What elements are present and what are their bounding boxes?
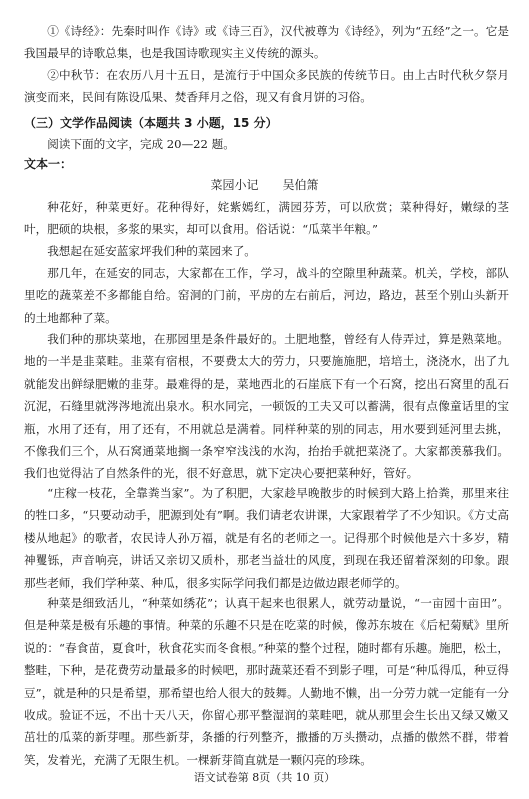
paragraph-5: “庄稼一枝花，全靠粪当家”。为了积肥，大家趁早晚散步的时候到大路上拾粪，那里来往的牲口多，“只要动动手，肥源到处有”啊。我们请老农讲课，大家跟着学了不少知识。《方丈高楼从地起》的歌者，农民诗人孙万福，就是有名的老师之一。记得那个时候他是六十多岁，精神矍铄，声音响亮，讲话又亲切又质朴，那老当益壮的风度，到现在我还留着深刻的印象。跟那些老师，我们学种菜、种瓜，很多实际学问我们都是边做边跟老师学的。 xyxy=(24,486,509,590)
article-author: 吴伯箫 xyxy=(282,178,319,192)
paragraph-6: 种菜是细致活儿，“种菜如绣花”；认真干起来也很累人，就劳动量说，“一亩园十亩田”。但是种菜是极有乐趣的事情。种菜的乐趣不只是在吃菜的时候，像苏东坡在《后杞菊赋》里所说的：“春食苗，夏食叶，秋食花实而冬食根。”种菜的整个过程，随时都有乐趣。施肥，松土，整畦，下种，是花费劳动量最多的时候吧，那时蔬菜还看不到影子哩，可是“种瓜得瓜，种豆得豆”，就是种的只是希望，那希望也给人很大的鼓舞。人勤地不懒，出一分劳力就一定能有一分收成。验证不远，不出十天八天，你留心那平整湿润的菜畦吧，就从那里会生长出又绿又嫩又茁壮的瓜菜的新芽哩。那些新芽，条播的行列整齐，撒播的万头攒动，点播的傲然不群，带着笑，发着光，充满了无限生机。一棵新芽简直就是一颗闪亮的珍珠。 xyxy=(24,596,509,767)
page-footer: 语文试卷第 8页（共 10 页） xyxy=(193,771,336,784)
footnote-mid-autumn: ②中秋节：在农历八月十五日，是流行于中国众多民族的传统节日。由上古时代秋夕祭月演变而来，民间有陈设瓜果、焚香拜月之俗，现又有食月饼的习俗。 xyxy=(24,68,509,105)
paragraph-3: 那几年，在延安的同志，大家都在工作，学习，战斗的空隙里种蔬菜。机关，学校，部队里吃的蔬菜差不多都能自给。窑洞的门前，平房的左右前后，河边，路边，甚至个别山头新开的土地都种了菜。 xyxy=(24,266,509,325)
article-heading xyxy=(0,174,529,196)
text-label: 文本一： xyxy=(24,157,73,171)
paragraph-1: 种花好，种菜更好。花种得好，姹紫嫣红，满园芬芳，可以欣赏；菜种得好，嫩绿的茎叶，肥硕的块根，多浆的果实，却可以食用。俗话说：“瓜菜半年粮。” xyxy=(24,200,509,237)
paragraph-2: 我想起在延安蓝家坪我们种的菜园来了。 xyxy=(47,244,256,258)
section-heading: （三）文学作品阅读（本题共 3 小题，15 分） xyxy=(24,116,278,130)
paragraph-4: 我们种的那块菜地，在那园里是条件最好的。土肥地整，曾经有人侍弄过，算是熟菜地。地的一半是韭菜畦。韭菜有宿根，不要费太大的劳力，只要施施肥，培培土，浇浇水，出了九就能发出鲜绿肥嫩的韭芽。最难得的是，菜地西北的石崖底下有一个石窝，挖出石窝里的乱石沉泥，石缝里就涔涔地流出泉水。积水同完，一顿饭的工夫又可以蓄满，很有点像童话里的宝瓶，水用了还有，用了还有，不用就总是满着。同样种菜的别的同志，用水要到延河里去挑，不像我们三个，从石窝通菜地搁一条窄窄浅浅的水沟，抬抬手就把菜浇了。大家都羡慕我们。我们也觉得沾了自然条件的光，很不好意思，就下定决心要把菜种好，管好。 xyxy=(24,332,509,481)
footnote-shijing: ①《诗经》：先秦时叫作《诗》或《诗三百》，汉代被尊为《诗经》，列为“五经”之一。它是我国最早的诗歌总集，也是我国诗歌现实主义传统的源头。 xyxy=(24,24,509,61)
section-instruction: 阅读下面的文字，完成 20—22 题。 xyxy=(47,137,235,151)
article-title: 菜园小记 xyxy=(210,178,259,192)
